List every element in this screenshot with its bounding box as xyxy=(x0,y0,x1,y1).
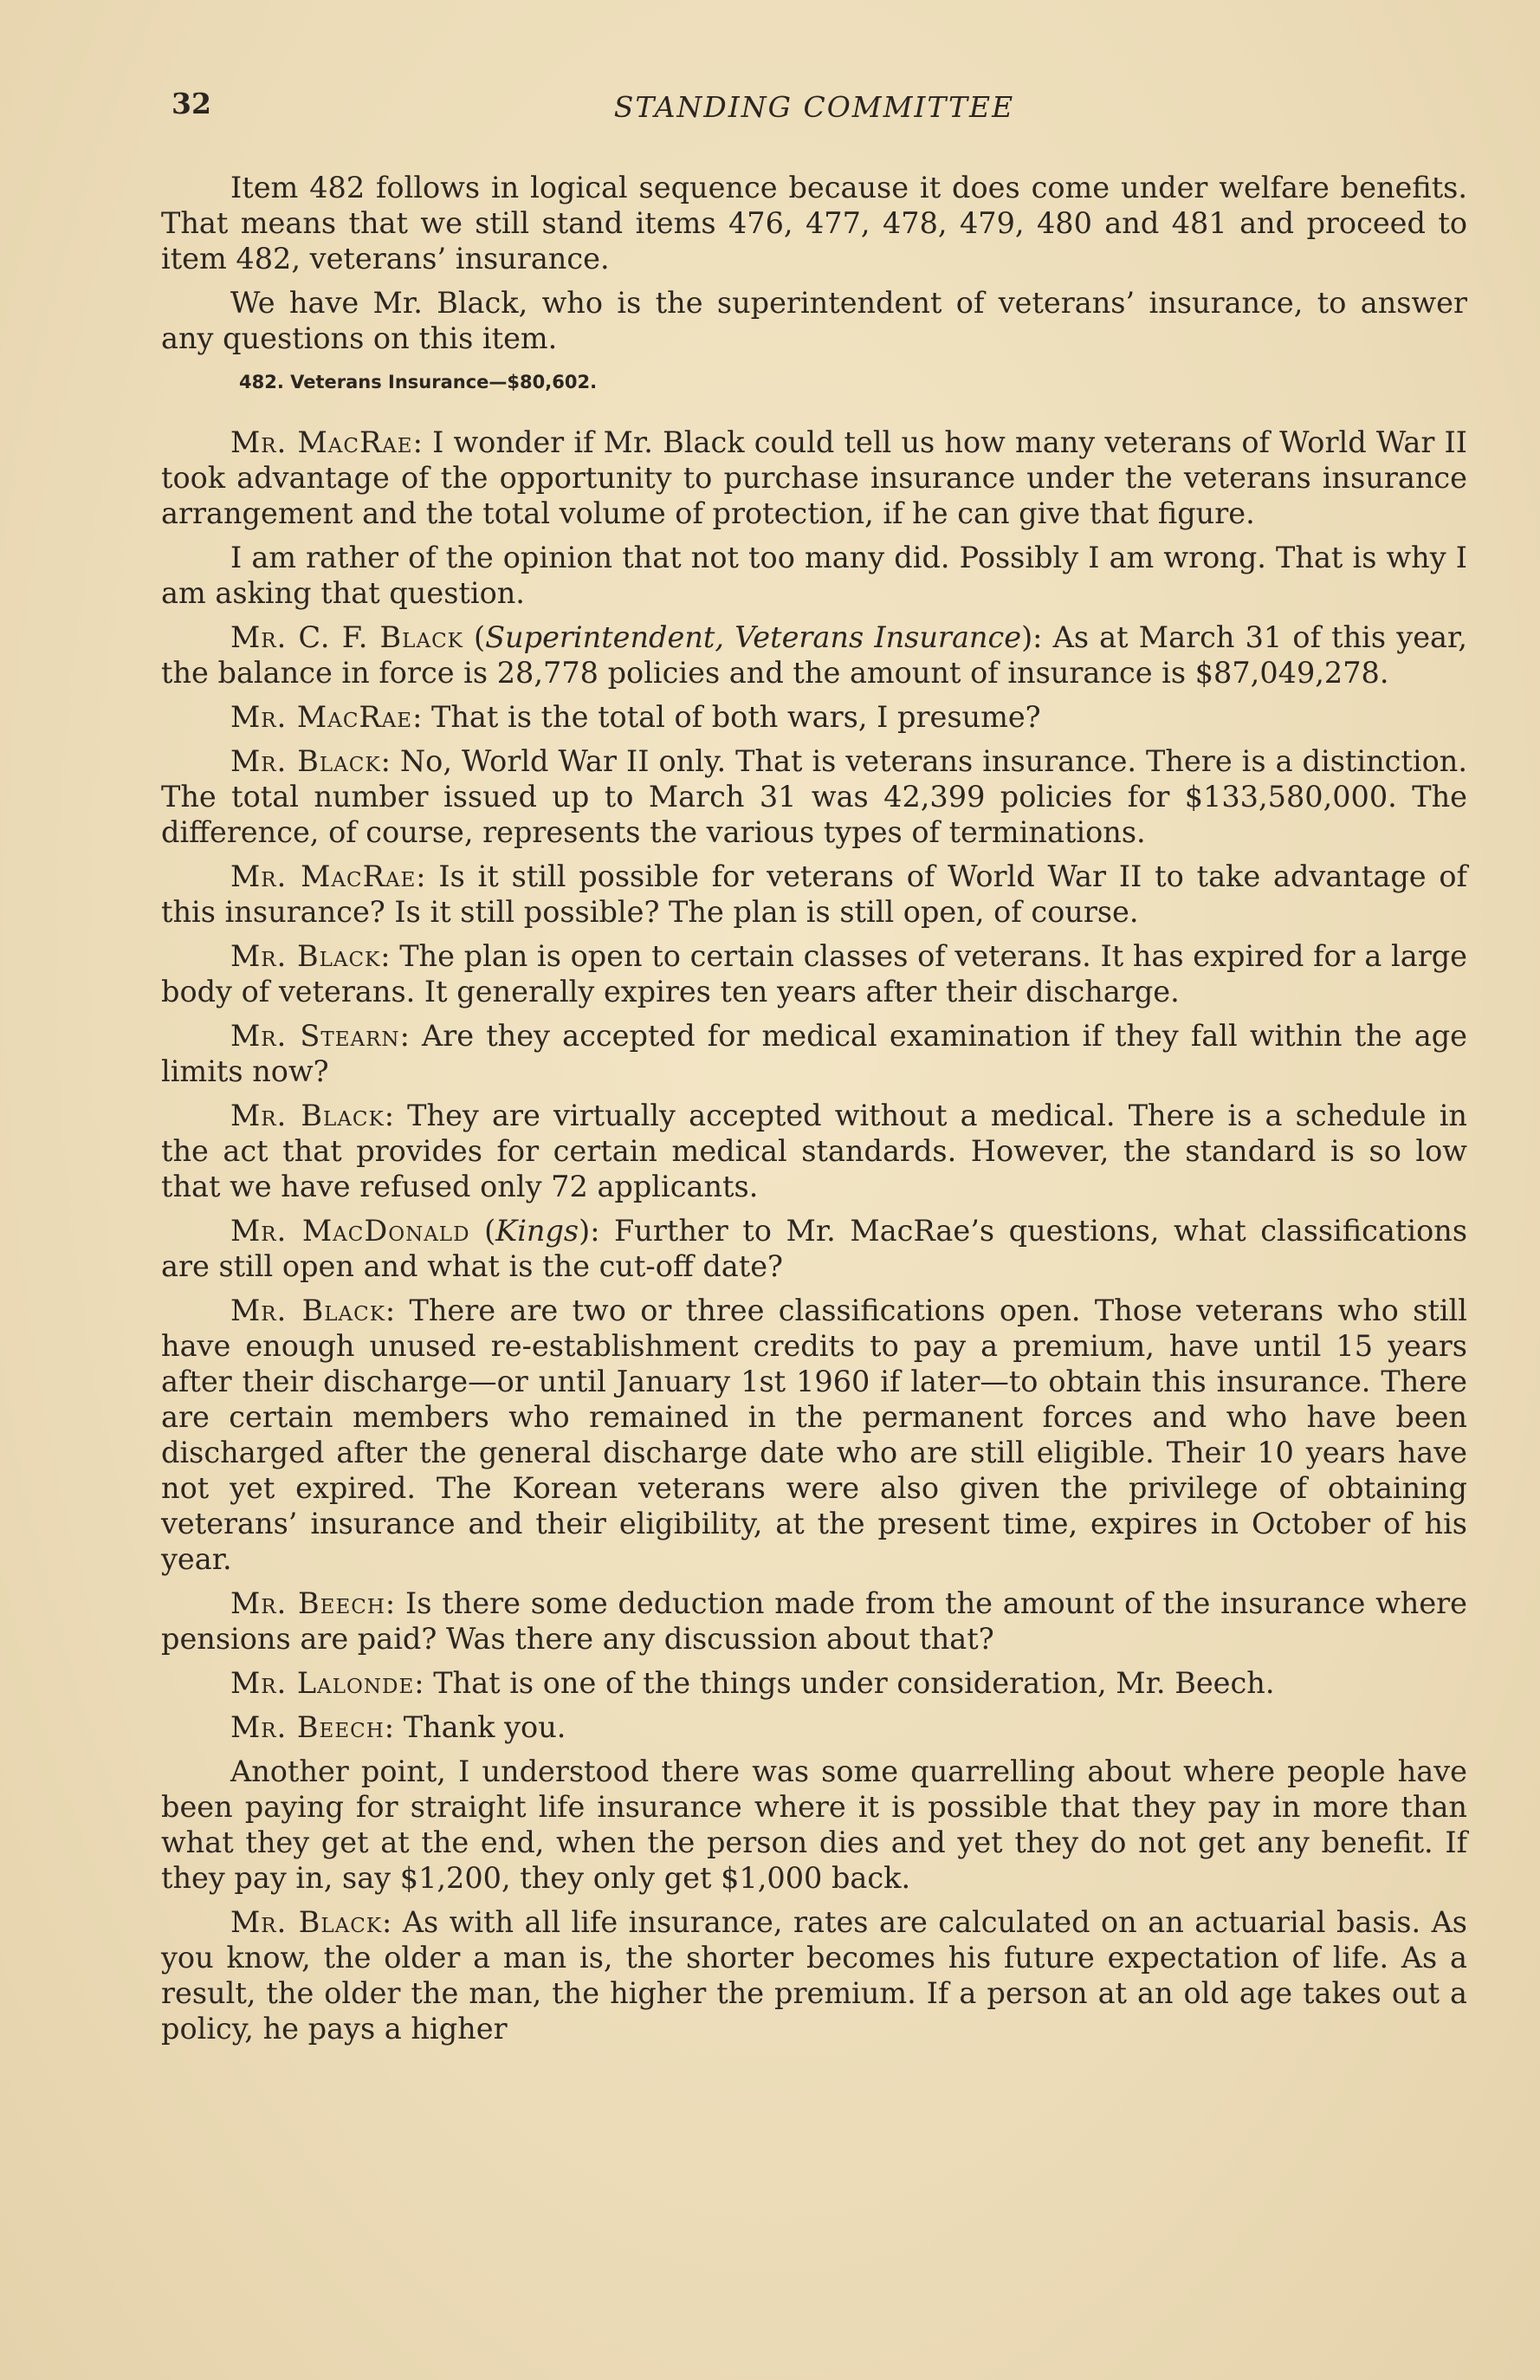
speaker-name: Mr. MacRae xyxy=(230,700,413,734)
speech-text: : That is the total of both wars, I presume? xyxy=(412,700,1041,734)
speaker-role: Kings xyxy=(495,1214,579,1248)
speech-paragraph xyxy=(161,1098,1467,1204)
page-number: 32 xyxy=(171,87,211,120)
speaker-name: Mr. MacDonald xyxy=(230,1214,470,1248)
speech-text: : As at March 31 of this year, the balance in force is 28,778 policies and the amount of insurance is $87,049,278. xyxy=(161,620,1467,690)
speech-paragraph xyxy=(161,425,1467,531)
speaker-name: Mr. Stearn xyxy=(230,1019,400,1053)
speech-paragraph xyxy=(161,859,1467,930)
speech-paragraph xyxy=(161,1586,1467,1657)
speaker-name: Mr. Lalonde xyxy=(230,1666,415,1700)
document-page xyxy=(161,87,1467,2055)
paragraph: Item 482 follows in logical sequence because it does come under welfare benefits. That means that we still stand items 476, 477, 478, 479, 480 and 481 and proceed to item 482, veterans’ insurance. xyxy=(161,171,1467,276)
paragraph: We have Mr. Black, who is the superintendent of veterans’ insurance, to answer any questions on this item. xyxy=(161,286,1467,355)
speech-text: : As with all life insurance, rates are calculated on an actuarial basis. As you know, the older a man is, the shorter becomes his future expectation of life. As a result, the older the man, the higher the premium. If a person at an old age takes out a policy, he pays a higher xyxy=(161,1905,1467,2046)
speaker-name: Mr. Black xyxy=(230,939,381,973)
speaker-name: Mr. MacRae xyxy=(230,425,413,459)
speech-text: : Further to Mr. MacRae’s questions, what classifications are still open and what is the cut-off date? xyxy=(161,1214,1468,1283)
speech-text: : Is it still possible for veterans of World War II to take advantage of this insurance? Is it still possible? The plan is still open, of course. xyxy=(161,859,1467,929)
speech-paragraph xyxy=(161,1293,1467,1577)
speech-paragraph xyxy=(161,699,1467,735)
speech-text: : The plan is open to certain classes of veterans. It has expired for a large body of veterans. It generally expires ten years after their discharge. xyxy=(161,939,1467,1008)
speech-paragraph xyxy=(161,1665,1467,1701)
speech-paragraph xyxy=(161,743,1467,850)
speaker-name: Mr. Black xyxy=(230,1905,383,1939)
running-head: STANDING COMMITTEE xyxy=(613,90,1015,124)
speaker-name: Mr. Beech xyxy=(230,1710,385,1744)
speech-text: : I wonder if Mr. Black could tell us how many veterans of World War II took advantage of the opportunity to purchase insurance under the veterans insurance arrangement and the total volume of protection, if he can give that figure. xyxy=(161,425,1467,530)
speech-paragraph: Mr. C. F. Black (Superintendent, Veterans Insurance): As at March 31 of this year, the balance in force is 28,778 policies and the amount of insurance is $87,049,278. xyxy=(161,620,1467,690)
speech-text: : They are virtually accepted without a medical. There is a schedule in the act that provides for certain medical standards. However, the standard is so low that we have refused only 72 applicants. xyxy=(161,1099,1468,1203)
paragraph: I am rather of the opinion that not too many did. Possibly I am wrong. That is why I am asking that question. xyxy=(161,541,1467,610)
speech-text: : No, World War II only. That is veterans insurance. There is a distinction. The total number issued up to March 31 was 42,399 policies for $133,580,000. The difference, of course, represents the various types of terminations. xyxy=(161,744,1467,849)
speaker-name: Mr. Black xyxy=(230,1099,385,1132)
speaker-name: Mr. C. F. Black xyxy=(230,620,463,654)
speaker-name: Mr. MacRae xyxy=(230,859,417,893)
page-body xyxy=(161,170,1467,2046)
speaker-name: Mr. Black xyxy=(230,1294,385,1327)
speech-text: : Is there some deduction made from the amount of the insurance where pensions are paid? Was there any discussion about that? xyxy=(161,1586,1467,1656)
speech-paragraph: Mr. MacDonald (Kings): Further to Mr. MacRae’s questions, what classifications are still open and what is the cut-off date? xyxy=(161,1214,1468,1283)
speaker-name: Mr. Black xyxy=(230,744,381,778)
speaker-role: Superintendent, Veterans Insurance xyxy=(485,620,1022,654)
speech-text: : Thank you. xyxy=(384,1710,566,1744)
page-header xyxy=(161,87,1467,139)
speaker-name: Mr. Beech xyxy=(230,1586,385,1620)
speech-text: : That is one of the things under consideration, Mr. Beech. xyxy=(414,1666,1275,1700)
paragraph: Another point, I understood there was some quarrelling about where people have been paying for straight life insurance where it is possible that they pay in more than what they get at the end, when the person dies and yet they do not get any benefit. If they pay in, say $1,200, they only get $1,000 back. xyxy=(161,1754,1467,1895)
speech-paragraph xyxy=(161,1709,1467,1745)
estimates-item-line: 482. Veterans Insurance—$80,602. xyxy=(239,372,598,392)
speech-paragraph xyxy=(161,1018,1467,1089)
speech-paragraph xyxy=(161,938,1467,1009)
speech-paragraph xyxy=(161,1904,1467,2046)
speech-text: : There are two or three classifications open. Those veterans who still have enough unused re-establishment credits to pay a premium, have until 15 years after their discharge—or until January 1st 1960 if later—to obtain this insurance. There are certain members who remained in the permanent forces and who have been discharged after the general discharge date who are still eligible. Their 10 years have not yet expired. The Korean veterans were also given the privilege of obtaining veterans’ insurance and their eligibility, at the present time, expires in October of his year. xyxy=(161,1294,1467,1576)
speech-text: : Are they accepted for medical examination if they fall within the age limits now? xyxy=(161,1019,1467,1088)
